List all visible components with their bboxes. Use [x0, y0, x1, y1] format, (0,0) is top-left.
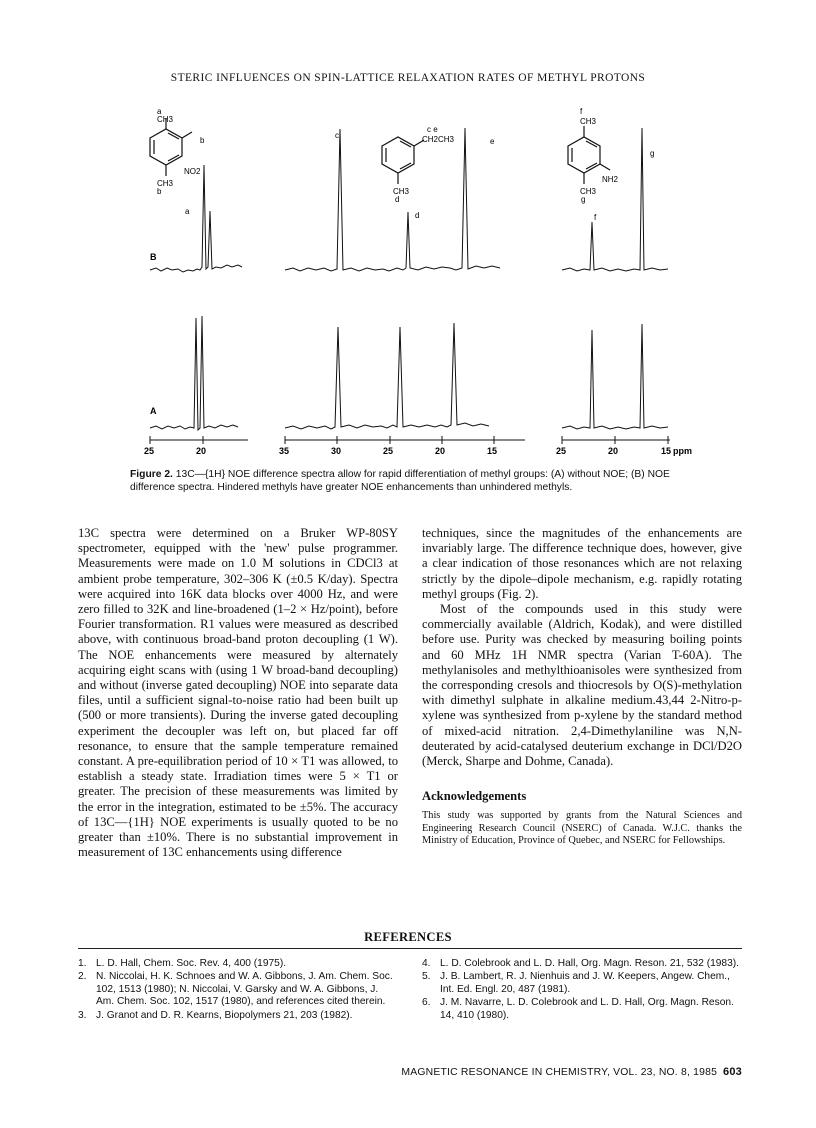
reference-item	[422, 971, 742, 996]
spectrum-a-panel1	[150, 316, 238, 430]
spectrum-a-panel2	[285, 323, 489, 429]
reference-number: 6.	[422, 997, 431, 1009]
body-paragraph: 13C spectra were determined on a Bruker WP-80SY spectrometer, equipped with the 'new' pulse programmer. Measurements were made on 1.0 M solutions in CDCl3 at ambient probe temperature, 302–306 K (±0.5 K/day). Spectra were acquired into 16K data blocks over 4000 Hz, and were zero filled to 32K and line-broadened (1–2 × Hz/point), before Fourier transformation. R1 values were measured as described above, with continuous broad-band proton decoupling (1 W). The NOE enhancements were measured by alternately acquiring eight scans with (using 1 W broad-band decoupling) and without (inverse gated decoupling) NOE into separate data files, until a sufficient signal-to-noise ratio had been built up (500 or more transients). During the inverse gated decoupling experiment the decoupler was left on, but placed far off resonance, to ensure that the sample temperature remained constant. A pre-equilibration period of 10 × T1 was allowed, to establish a steady state. Irradiation times were 5 × T1 or greater. The precision of these measurements was limited by the error in the integration, estimated to be ±5%. The accuracy of 13C—{1H} NOE experiments is usually quoted to be no greater than ±10%. There is no substantial improvement in measurement of 13C enhancements using difference	[78, 526, 398, 860]
axis-tick-p2-30: 30	[331, 446, 342, 456]
caption-label: Figure 2.	[130, 469, 173, 480]
panel1-methyl-top: CH3	[157, 115, 174, 124]
running-head: STERIC INFLUENCES ON SPIN-LATTICE RELAXATION RATES OF METHYL PROTONS	[170, 72, 646, 84]
reference-item	[422, 958, 742, 970]
reference-item	[422, 997, 742, 1022]
panel3-methyl-bottom: CH3	[580, 187, 597, 196]
reference-item	[78, 971, 398, 1008]
axis-tick-p3-15: 15	[661, 446, 672, 456]
panel3-bottom-label: g	[581, 195, 586, 204]
axis-tick-p1-20: 20	[196, 446, 207, 456]
spectrum-b-panel2	[285, 128, 500, 271]
reference-text: J. Granot and D. R. Kearns, Biopolymers 21, 203 (1982).	[96, 1009, 353, 1021]
panel3-top-label: f	[580, 107, 583, 116]
references-divider	[78, 948, 742, 949]
panel2-bottom-label: d	[395, 195, 400, 204]
axis-tick-p1-25: 25	[144, 446, 155, 456]
references-column-right	[422, 958, 742, 1023]
panel3-substituent: NH2	[602, 175, 619, 184]
reference-text: L. D. Colebrook and L. D. Hall, Org. Magn. Reson. 21, 532 (1983).	[440, 958, 739, 969]
reference-number: 4.	[422, 958, 431, 969]
panel2-chain: CH2CH3	[422, 135, 455, 144]
reference-number: 5.	[422, 971, 431, 983]
acknowledgements-heading: Acknowledgements	[422, 789, 527, 804]
axis-tick-p2-35: 35	[279, 446, 290, 456]
axis-panel3	[562, 436, 670, 444]
nmr-figure	[130, 98, 690, 463]
panel2-methyl-bottom: CH3	[393, 187, 410, 196]
peak-label-panel1-a: a	[185, 207, 190, 216]
reference-number: 2.	[78, 971, 87, 983]
row-label-a: A	[150, 406, 157, 416]
references-heading: REFERENCES	[364, 930, 452, 944]
axis-tick-p3-20: 20	[608, 446, 619, 456]
peak-label-panel2-c: c	[335, 131, 339, 140]
figure-caption	[130, 468, 690, 494]
panel1-methyl-bottom: CH3	[157, 179, 174, 188]
panel1-top-label: a	[157, 107, 162, 116]
peak-label-panel2-e: e	[490, 137, 495, 146]
panel2-top-labels: c e	[427, 125, 438, 134]
body-column-right	[422, 526, 742, 848]
panel1-bottom-label: b	[157, 187, 162, 196]
axis-panel2	[285, 436, 525, 444]
spectrum-a-panel3	[562, 324, 668, 429]
reference-text: L. D. Hall, Chem. Soc. Rev. 4, 400 (1975).	[96, 958, 287, 969]
panel3-methyl-top: CH3	[580, 117, 597, 126]
molecule-panel2	[382, 137, 424, 184]
axis-tick-p3-25: 25	[556, 446, 567, 456]
reference-number: 1.	[78, 958, 87, 969]
caption-text: 13C—{1H} NOE difference spectra allow for rapid differentiation of methyl groups: (A) without NOE; (B) NOE difference spectra. Hindered methyls have greater NOE enhancements than unhindered methyls.	[130, 469, 670, 493]
reference-item	[78, 958, 398, 970]
reference-text: J. B. Lambert, R. J. Nienhuis and J. W. Keepers, Angew. Chem., Int. Ed. Engl. 20, 487 (1981).	[440, 971, 730, 995]
page-number: 603	[723, 1066, 742, 1078]
axis-unit-ppm: ppm	[673, 446, 692, 456]
body-paragraph: techniques, since the magnitudes of the enhancements are invariably large. The difference technique does, however, give a clear indication of those resonances which are not relaxing strictly by the dipole–dipole mechanism, e.g. rapidly rotating methyl groups (Fig. 2).	[422, 526, 742, 601]
reference-text: N. Niccolai, H. K. Schnoes and W. A. Gibbons, J. Am. Chem. Soc. 102, 1513 (1980); N. Niccolai, V. Garsky and W. A. Gibbons, J. Am. Chem. Soc. 102, 1517 (1980), and references cited therein.	[96, 971, 393, 1008]
axis-tick-p2-20: 20	[435, 446, 446, 456]
reference-item	[78, 1010, 398, 1022]
reference-text: J. M. Navarre, L. D. Colebrook and L. D. Hall, Org. Magn. Reson. 14, 410 (1980).	[440, 997, 734, 1021]
acknowledgements-text: This study was supported by grants from the Natural Sciences and Engineering Research Council (NSERC) of Canada. W.J.C. thanks the Ministry of Education, Province of Quebec, and NSERC for Fellowships.	[422, 810, 742, 847]
page-footer	[401, 1066, 742, 1078]
peak-label-panel3-g: g	[650, 149, 655, 158]
peak-label-panel3-f: f	[594, 213, 597, 222]
references-column-left	[78, 958, 398, 1023]
peak-label-panel1-b: b	[200, 136, 205, 145]
peak-label-panel2-d: d	[415, 211, 420, 220]
axis-tick-p2-25: 25	[383, 446, 394, 456]
axis-panel1	[150, 436, 248, 444]
footer-journal: MAGNETIC RESONANCE IN CHEMISTRY, VOL. 23, NO. 8, 1985	[401, 1067, 718, 1078]
axis-tick-p2-15: 15	[487, 446, 498, 456]
panel1-substituent: NO2	[184, 167, 201, 176]
body-column-left	[78, 526, 398, 860]
row-label-b: B	[150, 252, 157, 262]
body-paragraph: Most of the compounds used in this study were commercially available (Aldrich, Kodak), and were distilled before use. Purity was checked by measuring boiling points and 60 MHz 1H NMR spectra (Varian T-60A). The methylanisoles and methylthioanisoles were synthesized from the corresponding cresols and thiocresols by O(S)-methylation with dimethyl sulphate in alkaline medium.43,44 2-Nitro-p-xylene was synthesized from p-xylene by the standard method of mixed-acid nitration. 2,4-Dimethylaniline was N,N-deuterated by acid-catalysed deuterium exchange in DCl/D2O (Merck, Sharpe and Dohme, Canada).	[422, 602, 742, 769]
reference-number: 3.	[78, 1009, 87, 1021]
